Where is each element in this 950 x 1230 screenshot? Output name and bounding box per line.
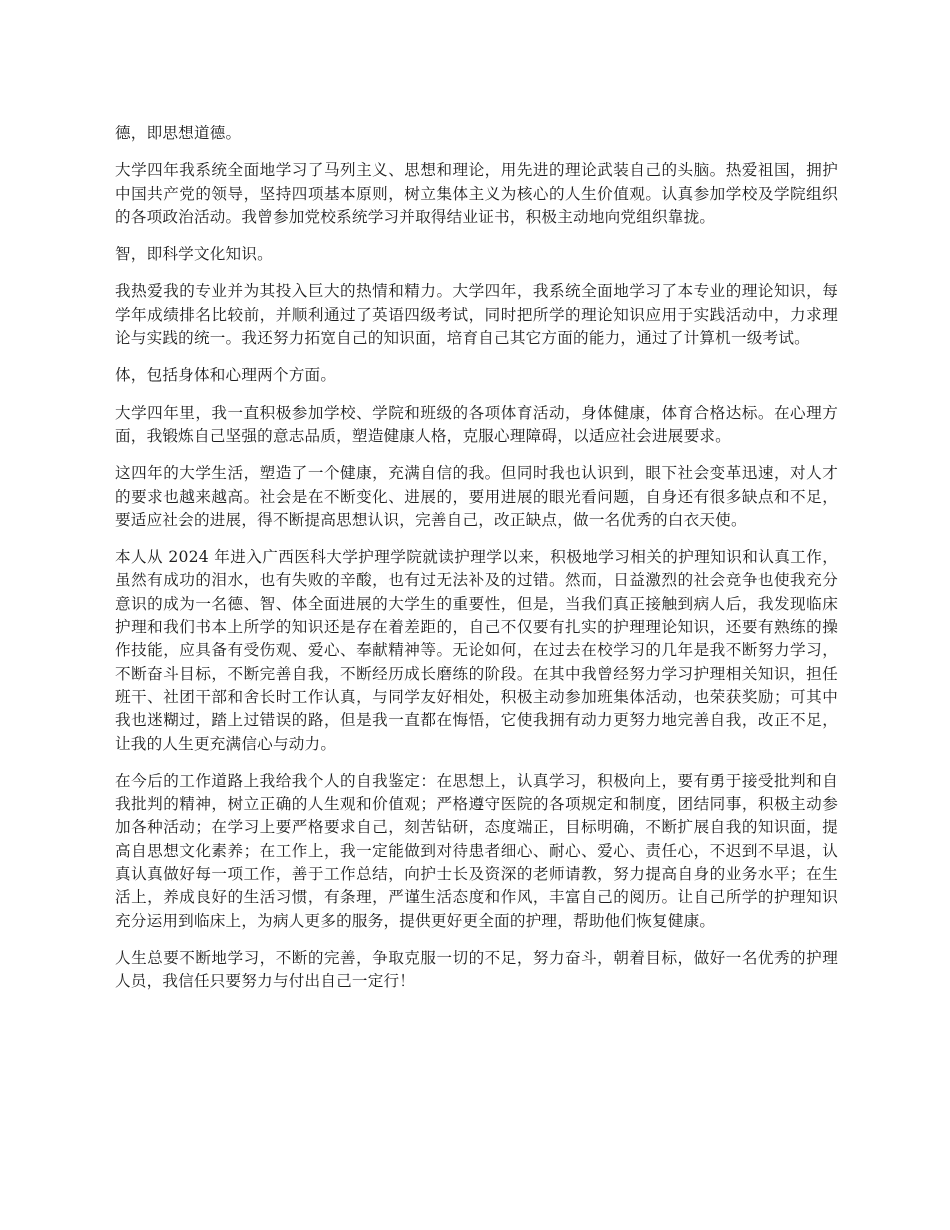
document-body: [115, 122, 838, 1008]
paragraph-moral-heading: 德，即思想道德。: [115, 124, 242, 142]
paragraph-self-assessment: 在今后的工作道路上我给我个人的自我鉴定：在思想上，认真学习，积极向上，要有勇于接受批判和自我批判的精神，树立正确的人生观和价值观；严格遵守医院的各项规定和制度，团结同事，积极主动参加各种活动；在学习上要严格要求自己，刻苦钻研，态度端正，目标明确，不断扩展自我的知识面，提高自思想文化素养；在工作上，我一定能做到对待患者细心、耐心、爱心、责任心，不迟到不早退，认真认真做好每一项工作，善于工作总结，向护士长及资深的老师请教，努力提高自身的业务水平；在生活上，养成良好的生活习惯，有条理，严谨生活态度和作风，丰富自己的阅历。让自己所学的护理知识充分运用到临床上，为病人更多的服务，提供更好更全面的护理，帮助他们恢复健康。: [115, 771, 838, 930]
paragraph-knowledge-body: 我热爱我的专业并为其投入巨大的热情和精力。大学四年，我系统全面地学习了本专业的理论知识，每学年成绩排名比较前，并顺利通过了英语四级考试，同时把所学的理论知识应用于实践活动中，力求理论与实践的统一。我还努力拓宽自己的知识面，培育自己其它方面的能力，通过了计算机一级考试。: [115, 282, 838, 348]
paragraph-moral-body: 大学四年我系统全面地学习了马列主义、思想和理论，用先进的理论武装自己的头脑。热爱祖国，拥护中国共产党的领导，坚持四项基本原则，树立集体主义为核心的人生价值观。认真参加学校及学院组织的各项政治活动。我曾参加党校系统学习并取得结业证书，积极主动地向党组织靠拢。: [115, 161, 838, 226]
paragraph-knowledge-heading: 智，即科学文化知识。: [115, 245, 273, 264]
paragraph-physical-body: 大学四年里，我一直积极参加学校、学院和班级的各项体育活动，身体健康，体育合格达标。在心理方面，我锻炼自己坚强的意志品质，塑造健康人格，克服心理障碍，以适应社会进展要求。: [115, 403, 838, 445]
paragraph-university-life: 这四年的大学生活，塑造了一个健康，充满自信的我。但同时我也认识到，眼下社会变革迅速，对人才的要求也越来越高。社会是在不断变化、进展的，要用进展的眼光看问题，自身还有很多缺点和不足，要适应社会的进展，得不断提高思想认识，完善自己，改正缺点，做一名优秀的白衣天使。: [115, 464, 838, 529]
paragraph-physical-heading: 体，包括身体和心理两个方面。: [115, 366, 337, 385]
paragraph-nursing-study: 本人从 2024 年进入广西医科大学护理学院就读护理学以来，积极地学习相关的护理知识和认真工作，虽然有成功的泪水，也有失败的辛酸，也有过无法补及的过错。然而，日益激烈的社会竞争也使我充分意识的成为一名德、智、体全面进展的大学生的重要性，但是，当我们真正接触到病人后，我发现临床护理和我们书本上所学的知识还是存在着差距的，自己不仅要有扎实的护理理论知识，还要有熟练的操作技能，应具备有受伤观、爱心、奉献精神等。无论如何，在过去在校学习的几年是我不断努力学习，不断奋斗目标，不断完善自我，不断经历成长磨练的阶段。在其中我曾经努力学习护理相关知识，担任班干、社团干部和舍长时工作认真，与同学友好相处，积极主动参加班集体活动，也荣获奖励；可其中我也迷糊过，踏上过错误的路，但是我一直都在悔悟，它使我拥有动力更努力地完善自我，改正不足，让我的人生更充满信心与动力。: [115, 548, 838, 753]
paragraph-conclusion: 人生总要不断地学习，不断的完善，争取克服一切的不足，努力奋斗，朝着目标，做好一名优秀的护理人员，我信任只要努力与付出自己一定行！: [115, 948, 838, 991]
